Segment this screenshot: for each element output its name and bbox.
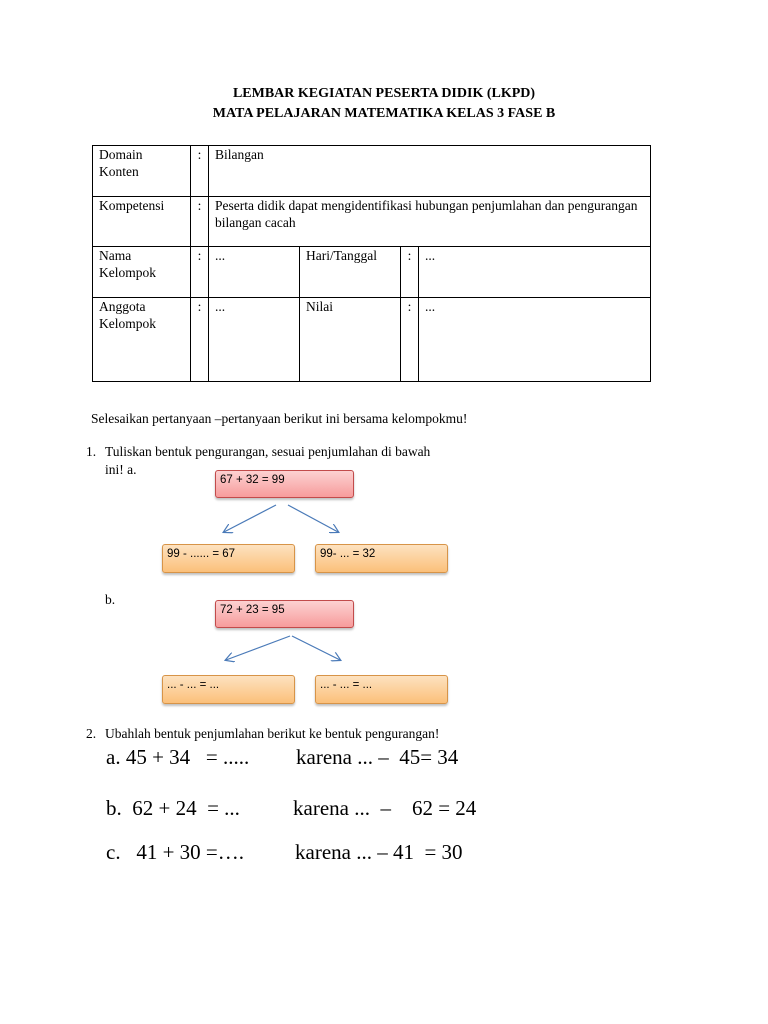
anggota-value: ... bbox=[209, 298, 300, 382]
colon: : bbox=[191, 146, 209, 197]
question-2-c-reason: karena ... – 41 = 30 bbox=[295, 840, 463, 864]
arrows-b bbox=[200, 628, 360, 668]
nama-label: Nama Kelompok bbox=[93, 247, 191, 298]
question-2-number: 2. bbox=[86, 726, 97, 741]
arrow-left bbox=[226, 636, 290, 660]
difference-box-a-left: 99 - ...... = 67 bbox=[162, 544, 295, 573]
hari-value: ... bbox=[419, 247, 651, 298]
row-anggota bbox=[93, 298, 651, 382]
row-domain bbox=[93, 146, 651, 197]
nama-value: ... bbox=[209, 247, 300, 298]
question-1-number: 1. bbox=[86, 444, 97, 459]
arrow-right bbox=[292, 636, 340, 660]
question-1-b-label: b. bbox=[105, 592, 116, 607]
info-table bbox=[92, 145, 651, 382]
question-2-a-reason: karena ... – 45= 34 bbox=[296, 745, 459, 769]
sum-box-b: 72 + 23 = 95 bbox=[215, 600, 354, 628]
nilai-value: ... bbox=[419, 298, 651, 382]
row-kompetensi bbox=[93, 197, 651, 247]
question-2-a-equation: a. 45 + 34 = ..... bbox=[106, 745, 250, 769]
sum-box-a: 67 + 32 = 99 bbox=[215, 470, 354, 498]
colon: : bbox=[191, 197, 209, 247]
difference-box-b-left: ... - ... = ... bbox=[162, 675, 295, 704]
row-nama bbox=[93, 247, 651, 298]
difference-box-a-right: 99- ... = 32 bbox=[315, 544, 448, 573]
colon: : bbox=[191, 298, 209, 382]
colon: : bbox=[401, 247, 419, 298]
arrow-right bbox=[288, 505, 338, 532]
difference-box-b-right: ... - ... = ... bbox=[315, 675, 448, 704]
anggota-label: Anggota Kelompok bbox=[93, 298, 191, 382]
kompetensi-label: Kompetensi bbox=[93, 197, 191, 247]
instructions: Selesaikan pertanyaan –pertanyaan berikut ini bersama kelompokmu! bbox=[91, 411, 468, 426]
question-1-text-line-1: Tuliskan bentuk pengurangan, sesuai penjumlahan di bawah bbox=[105, 444, 431, 459]
kompetensi-value: Peserta didik dapat mengidentifikasi hubungan penjumlahan dan pengurangan bilangan cacah bbox=[209, 197, 651, 247]
question-2-text: Ubahlah bentuk penjumlahan berikut ke bentuk pengurangan! bbox=[105, 726, 440, 741]
colon: : bbox=[191, 247, 209, 298]
arrows-a bbox=[200, 498, 360, 538]
hari-label: Hari/Tanggal bbox=[300, 247, 401, 298]
question-2-b-equation: b. 62 + 24 = ... bbox=[106, 796, 240, 820]
colon: : bbox=[401, 298, 419, 382]
domain-label: Domain Konten bbox=[93, 146, 191, 197]
question-2-b-reason: karena ... – 62 = 24 bbox=[293, 796, 477, 820]
domain-value: Bilangan bbox=[209, 146, 651, 197]
nilai-label: Nilai bbox=[300, 298, 401, 382]
arrow-left bbox=[224, 505, 276, 532]
title-line-2: MATA PELAJARAN MATEMATIKA KELAS 3 FASE B bbox=[212, 106, 556, 121]
question-1-text-line-2: ini! a. bbox=[105, 462, 137, 477]
question-2-c-equation: c. 41 + 30 =…. bbox=[106, 840, 245, 864]
title-line-1: LEMBAR KEGIATAN PESERTA DIDIK (LKPD) bbox=[232, 86, 536, 101]
